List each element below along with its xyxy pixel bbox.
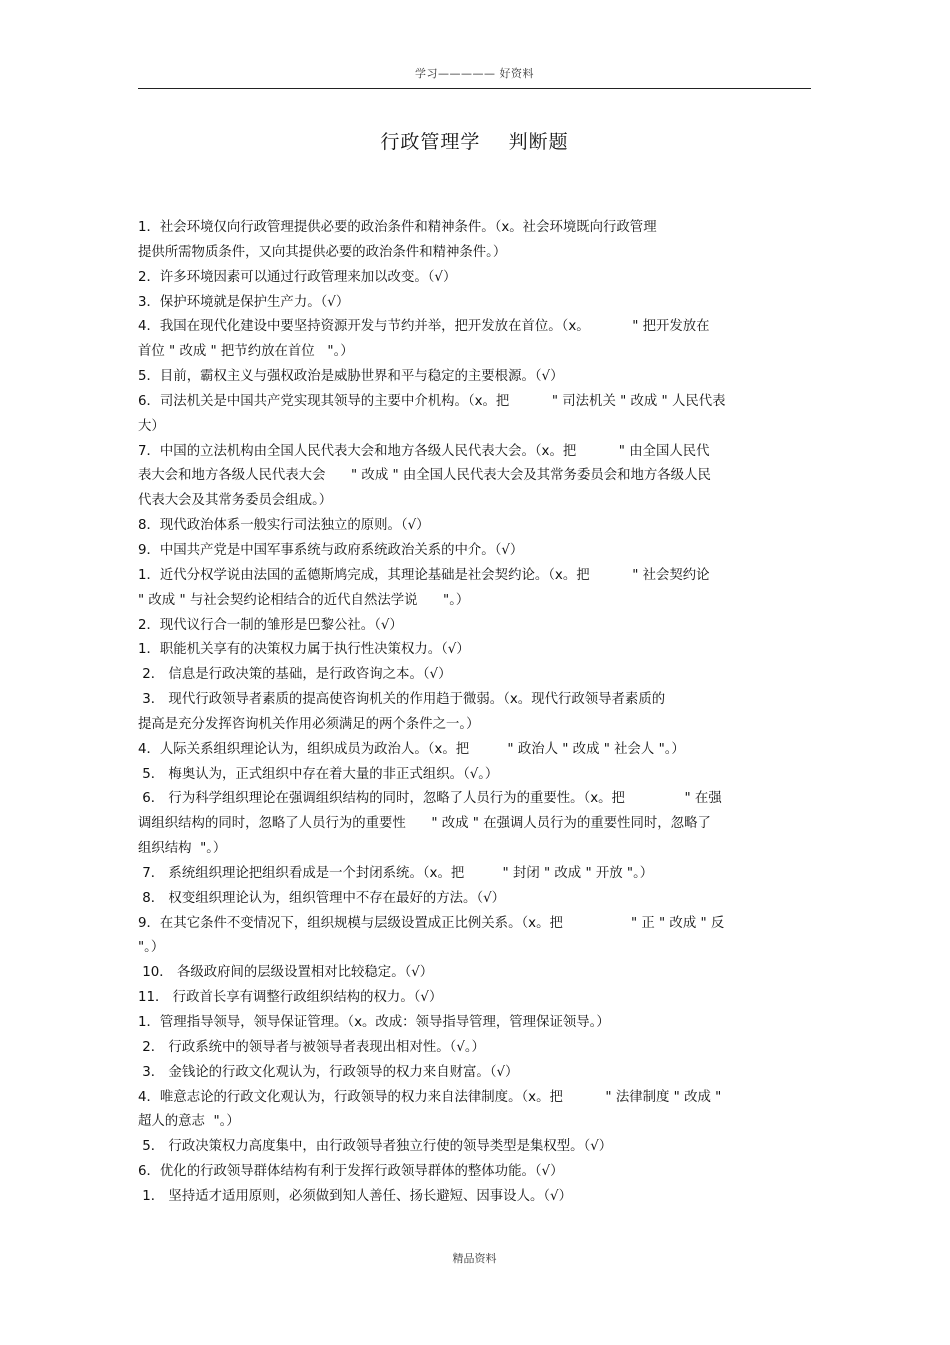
page-title: 行政管理学 判断题 [380,131,569,153]
question-line: 首位 " 改成 " 把节约放在首位 "。） [138,344,354,360]
page-footer: 精品资料 [452,1252,497,1265]
question-line: 超人的意志 "。） [138,1114,240,1130]
question-line: 8． 权变组织理论认为，组织管理中不存在最好的方法。（√） [138,890,506,906]
question-line: 调组织结构的同时，忽略了人员行为的重要性 " 改成 " 在强调人员行为的重要性同时，忽略了 [138,816,711,832]
question-line: 7．中国的立法机构由全国人民代表大会和地方各级人民代表大会。（x。把 " 由全国人民代 [138,443,710,459]
question-line: 5．目前，霸权主义与强权政治是威胁世界和平与稳定的主要根源。（√） [138,369,564,385]
question-line: 5． 梅奥认为，正式组织中存在着大量的非正式组织。（√。） [138,766,499,782]
question-line: 4．人际关系组织理论认为，组织成员为政治人。（x。把 " 政治人 " 改成 " 社会人 "。） [138,741,685,757]
question-line: 2．许多环境因素可以通过行政管理来加以改变。（√） [138,269,457,285]
question-line: 9．中国共产党是中国军事系统与政府系统政治关系的中介。（√） [138,542,524,558]
question-list [138,216,814,1210]
question-line: "。） [138,940,165,956]
question-line: 3． 金钱论的行政文化观认为，行政领导的权力来自财富。（√） [138,1064,519,1080]
question-line: 6． 行为科学组织理论在强调组织结构的同时，忽略了人员行为的重要性。（x。把 " 在强 [138,791,722,807]
page-header [138,62,811,89]
question-line: 6．司法机关是中国共产党实现其领导的主要中介机构。（x。把 " 司法机关 " 改成 " 人民代表 [138,393,726,409]
question-line: 3． 现代行政领导者素质的提高使咨询机关的作用趋于微弱。（x。现代行政领导者素质的 [138,692,666,708]
question-line: 10． 各级政府间的层级设置相对比较稳定。（√） [138,965,434,981]
question-line: 1．职能机关享有的决策权力属于执行性决策权力。（√） [138,642,470,658]
question-line: 1．社会环境仅向行政管理提供必要的政治条件和精神条件。（x。社会环境既向行政管理 [138,220,657,235]
question-line: 组织结构 "。） [138,841,227,857]
question-line: 表大会和地方各级人民代表大会 " 改成 " 由全国人民代表大会及其常务委员会和地方各级人民 [138,468,711,484]
question-line: 5． 行政决策权力高度集中，由行政领导者独立行使的领导类型是集权型。（√） [138,1139,613,1155]
question-line: 9．在其它条件不变情况下，组织规模与层级设置成正比例关系。（x。把 " 正 " 改成 " 反 [138,915,725,931]
question-line: 8．现代政治体系一般实行司法独立的原则。（√） [138,518,430,534]
question-line: 3．保护环境就是保护生产力。（√） [138,294,350,310]
question-line: 7． 系统组织理论把组织看成是一个封闭系统。（x。把 " 封闭 " 改成 " 开放 "。） [138,865,654,881]
header-text: 学习————— 好资料 [415,67,534,80]
question-line: 1．管理指导领导，领导保证管理。（x。改成：领导指导管理，管理保证领导。） [138,1015,610,1030]
question-line: 2．现代议行合一制的雏形是巴黎公社。（√） [138,617,403,633]
question-line: 提供所需物质条件，又向其提供必要的政治条件和精神条件。） [138,244,507,260]
question-line: 6．优化的行政领导群体结构有利于发挥行政领导群体的整体功能。（√） [138,1164,564,1180]
question-line: 4．唯意志论的行政文化观认为，行政领导的权力来自法律制度。（x。把 " 法律制度 " 改成 " [138,1089,722,1105]
question-line: 11． 行政首长享有调整行政组织结构的权力。（√） [138,990,443,1006]
question-line: 1． 坚持适才适用原则，必须做到知人善任、扬长避短、因事设人。（√） [138,1188,572,1204]
question-line: 代表大会及其常务委员会组成。） [138,493,333,509]
question-line: 1．近代分权学说由法国的孟德斯鸠完成，其理论基础是社会契约论。（x。把 " 社会契约论 [138,567,710,583]
question-line: 2． 行政系统中的领导者与被领导者表现出相对性。（√。） [138,1039,485,1055]
question-line: 大） [138,418,165,434]
question-line: 提高是充分发挥咨询机关作用必须满足的两个条件之一。） [138,716,480,732]
question-line: " 改成 " 与社会契约论相结合的近代自然法学说 "。） [138,592,470,608]
question-line: 4．我国在现代化建设中要坚持资源开发与节约并举，把开发放在首位。（x。 " 把开发放在 [138,319,710,335]
question-line: 2． 信息是行政决策的基础，是行政咨询之本。（√） [138,667,452,683]
